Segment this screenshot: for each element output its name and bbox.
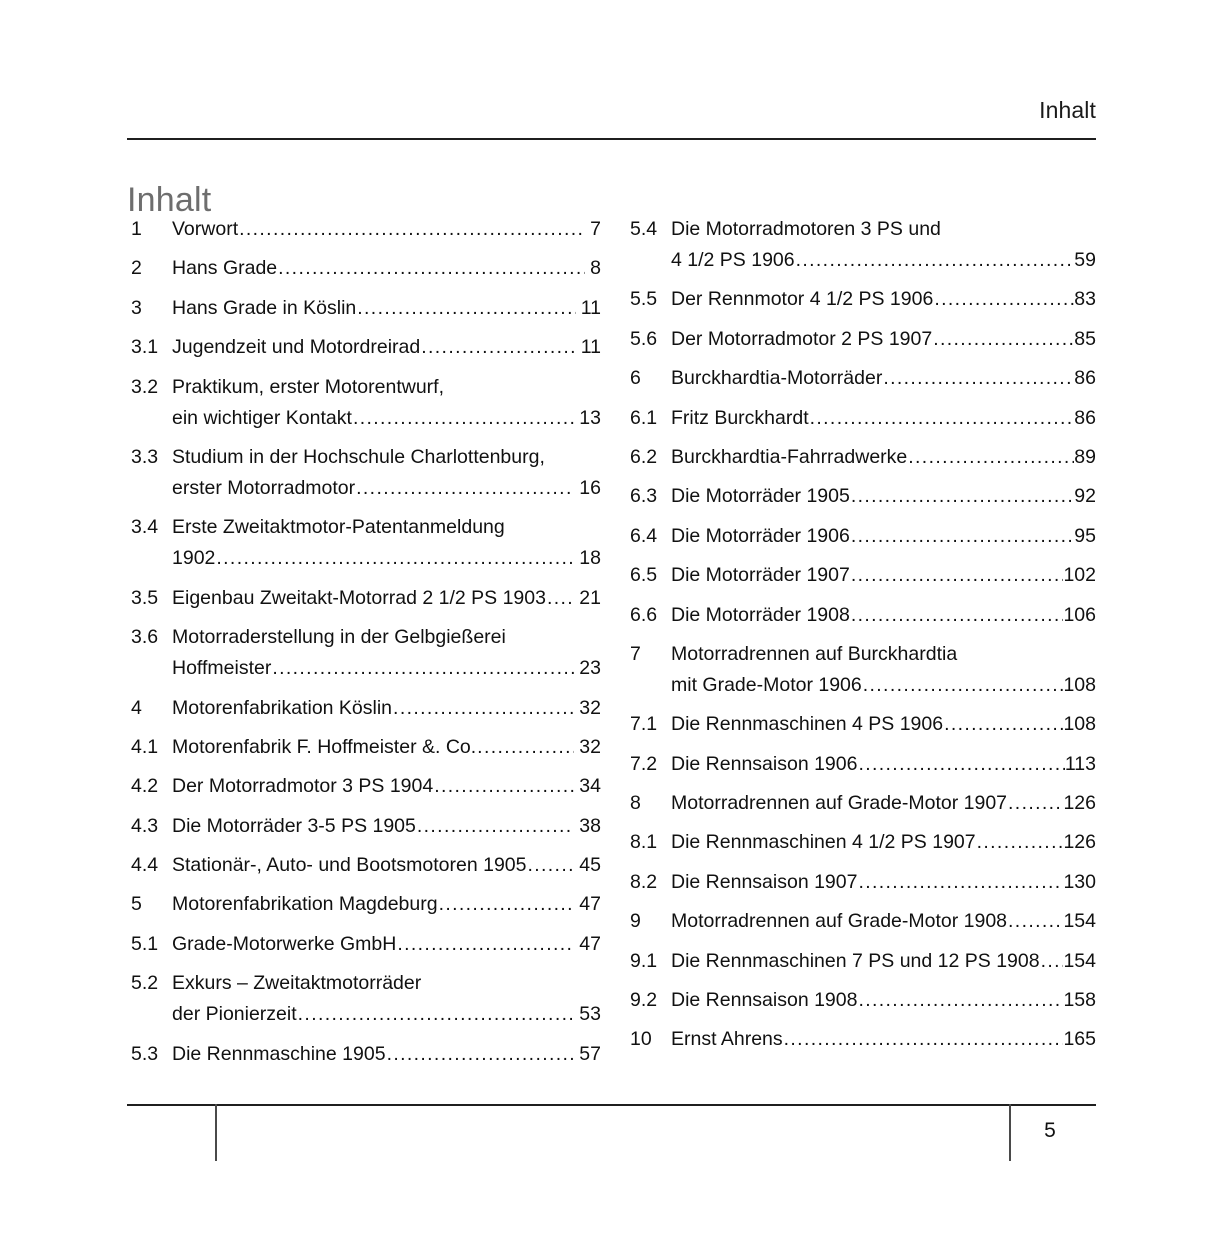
toc-entry-title: Motorenfabrikation Magdeburg (172, 893, 438, 916)
toc-entry-page-number: 32 (579, 696, 601, 719)
toc-entry-title: Ernst Ahrens (671, 1028, 783, 1051)
toc-entry[interactable] (630, 600, 1096, 631)
toc-entry[interactable] (630, 906, 1096, 937)
toc-entry-title: Fritz Burckhardt (671, 406, 809, 429)
toc-entry[interactable] (630, 363, 1096, 394)
toc-entry[interactable] (630, 749, 1096, 780)
toc-entry-number: 4.1 (131, 735, 159, 758)
toc-entry-title: der Pionierzeit (172, 1003, 297, 1026)
toc-entry-line (630, 324, 1096, 355)
toc-entry-number: 4.3 (131, 814, 159, 837)
toc-entry-page-number: 34 (579, 775, 601, 798)
toc-entry-title: Die Rennmaschinen 4 PS 1906 (671, 713, 944, 736)
toc-entry-title: Vorwort (172, 218, 239, 240)
toc-entry-line (630, 560, 1096, 591)
toc-entry-title: Hans Grade (172, 257, 278, 280)
toc-entry[interactable] (630, 214, 1096, 276)
toc-entry-page-number: 85 (1074, 327, 1096, 350)
toc-entry-line (630, 906, 1096, 937)
toc-entry-line (131, 693, 601, 724)
toc-entry-page-number: 86 (1074, 367, 1096, 390)
toc-dot-leader (434, 771, 574, 802)
footer-divider-right (1009, 1104, 1011, 1161)
toc-column-left (131, 214, 601, 1078)
toc-dot-leader (851, 521, 1074, 552)
toc-entry-title: Praktikum, erster Motorentwurf, (172, 375, 444, 398)
toc-entry-line (630, 946, 1096, 977)
toc-entry-page-number: 165 (1063, 1028, 1096, 1051)
toc-entry-page-number: 21 (579, 586, 601, 609)
toc-dot-leader (1008, 788, 1063, 819)
toc-entry[interactable] (630, 985, 1096, 1016)
toc-entry-title: erster Motorradmotor (172, 476, 356, 499)
toc-entry-line (131, 999, 601, 1030)
toc-entry-page-number: 8 (590, 257, 601, 280)
toc-entry-title: Der Rennmotor 4 1/2 PS 1906 (671, 288, 934, 311)
toc-entry-line (630, 985, 1096, 1016)
toc-entry[interactable] (131, 811, 601, 842)
toc-dot-leader (272, 653, 574, 684)
toc-dot-leader (851, 600, 1064, 631)
toc-entry[interactable] (630, 284, 1096, 315)
toc-entry-number: 5.3 (131, 1042, 159, 1065)
toc-entry[interactable] (131, 372, 601, 434)
toc-entry-line (131, 332, 601, 363)
toc-entry-line (131, 811, 601, 842)
toc-entry[interactable] (131, 968, 601, 1030)
toc-entry-number: 6.4 (630, 524, 658, 547)
toc-entry-number: 6 (630, 367, 641, 390)
toc-dot-leader (851, 481, 1074, 512)
toc-entry-page-number: 23 (579, 657, 601, 680)
page-title: Inhalt (127, 180, 212, 219)
toc-entry[interactable] (131, 771, 601, 802)
toc-entry-number: 3 (131, 296, 142, 319)
toc-entry-line (131, 732, 601, 763)
toc-entry[interactable] (131, 214, 601, 245)
toc-entry-title: Die Rennsaison 1906 (671, 752, 858, 775)
toc-entry-line (131, 214, 601, 245)
toc-entry-line (131, 653, 601, 684)
header-rule (127, 138, 1096, 140)
toc-entry-line (630, 214, 1096, 245)
toc-entry-line (630, 521, 1096, 552)
running-header: Inhalt (1039, 97, 1096, 123)
toc-entry-page-number: 92 (1074, 485, 1096, 508)
toc-entry-title: Grade-Motorwerke GmbH (172, 932, 397, 955)
toc-entry[interactable] (630, 521, 1096, 552)
toc-entry[interactable] (630, 442, 1096, 473)
toc-entry-title: Die Rennmaschine 1905 (172, 1042, 386, 1065)
toc-entry-page-number: 13 (579, 406, 601, 429)
toc-entry-page-number: 154 (1063, 949, 1096, 972)
toc-entry-title: Motorradrennen auf Burckhardtia (671, 642, 958, 665)
toc-entry-number: 7.2 (630, 752, 658, 775)
toc-entry-number: 3.6 (131, 626, 159, 649)
toc-entry-number: 6.1 (630, 406, 658, 429)
toc-dot-leader (933, 324, 1074, 355)
toc-entry-title: Studium in der Hochschule Charlottenburg, (172, 445, 545, 468)
toc-entry[interactable] (630, 403, 1096, 434)
toc-entry-number: 3.2 (131, 375, 159, 398)
toc-entry-title: Burckhardtia-Fahrradwerke (671, 445, 908, 468)
toc-entry[interactable] (131, 693, 601, 724)
toc-entry-title: Motorenfabrikation Köslin (172, 696, 393, 719)
toc-entry-title: Exkurs – Zweitaktmotorräder (172, 972, 422, 995)
toc-entry-line (131, 889, 601, 920)
toc-entry-title: Die Rennsaison 1907 (671, 870, 858, 893)
toc-entry[interactable] (630, 560, 1096, 591)
toc-entry-page-number: 126 (1063, 831, 1096, 854)
toc-entry-line (630, 639, 1096, 670)
toc-entry-title: Motorenfabrik F. Hoffmeister &. Co. (172, 735, 477, 758)
toc-entry[interactable] (630, 867, 1096, 898)
toc-entry-line (131, 968, 601, 999)
toc-dot-leader (944, 709, 1063, 740)
toc-entry[interactable] (630, 324, 1096, 355)
toc-entry-title: Die Motorräder 1905 (671, 485, 850, 508)
toc-entry-title: 4 1/2 PS 1906 (671, 249, 795, 271)
toc-entry-number: 4 (131, 696, 142, 719)
toc-entry-page-number: 158 (1063, 989, 1096, 1012)
toc-entry-page-number: 89 (1074, 445, 1096, 468)
toc-entry-title: Burckhardtia-Motorräder (671, 367, 883, 390)
toc-entry-number: 5 (131, 893, 142, 916)
toc-dot-leader (356, 473, 574, 504)
toc-entry-number: 6.6 (630, 603, 658, 626)
toc-entry-line (131, 512, 601, 543)
toc-dot-leader (353, 403, 574, 434)
toc-entry[interactable] (131, 622, 601, 684)
toc-entry-number: 8.1 (630, 831, 658, 854)
toc-entry-number: 7.1 (630, 713, 658, 736)
toc-entry-line (131, 583, 601, 614)
toc-entry-page-number: 108 (1063, 713, 1096, 736)
toc-entry-number: 1 (131, 218, 142, 240)
toc-entry-number: 6.2 (630, 445, 658, 468)
toc-entry-title: Die Motorräder 1908 (671, 603, 850, 626)
toc-entry[interactable] (630, 827, 1096, 858)
toc-entry-page-number: 108 (1063, 673, 1096, 696)
toc-entry-page-number: 16 (579, 476, 601, 499)
toc-entry-page-number: 47 (579, 932, 601, 955)
toc-entry-title: Eigenbau Zweitakt-Motorrad 2 1/2 PS 1903 (172, 586, 546, 609)
toc-dot-leader (417, 811, 574, 842)
toc-dot-leader (934, 284, 1074, 315)
toc-entry-page-number: 86 (1074, 406, 1096, 429)
toc-entry-title: Hoffmeister (172, 657, 272, 680)
toc-entry-page-number: 18 (579, 547, 601, 570)
toc-entry-page-number: 32 (579, 735, 601, 758)
toc-entry-number: 6.3 (630, 485, 658, 508)
toc-entry-line (630, 788, 1096, 819)
toc-dot-leader (908, 442, 1074, 473)
toc-entry-line (131, 372, 601, 403)
toc-entry[interactable] (630, 1024, 1096, 1055)
page-number: 5 (1044, 1119, 1056, 1142)
toc-entry-line (131, 543, 601, 574)
toc-entry-title: Die Motorradmotoren 3 PS und (671, 218, 941, 240)
toc-entry-number: 7 (630, 642, 641, 665)
toc-entry-number: 5.4 (630, 218, 658, 240)
toc-entry-title: Die Motorräder 3-5 PS 1905 (172, 814, 416, 837)
toc-entry-number: 9.1 (630, 949, 658, 972)
toc-entry-title: Hans Grade in Köslin (172, 296, 357, 319)
toc-entry-line (630, 363, 1096, 394)
toc-entry-line (131, 771, 601, 802)
toc-entry-line (630, 749, 1096, 780)
toc-dot-leader (784, 1024, 1064, 1055)
toc-entry-page-number: 7 (590, 218, 601, 240)
toc-entry[interactable] (131, 732, 601, 763)
toc-entry-title: Die Rennmaschinen 7 PS und 12 PS 1908 (671, 949, 1040, 972)
toc-entry-number: 6.5 (630, 564, 658, 587)
toc-entry-number: 5.1 (131, 932, 159, 955)
toc-entry[interactable] (630, 481, 1096, 512)
toc-entry-page-number: 11 (580, 336, 601, 359)
toc-dot-leader (883, 363, 1074, 394)
toc-entry[interactable] (131, 889, 601, 920)
toc-entry-number: 5.5 (630, 288, 658, 311)
toc-entry-page-number: 11 (580, 296, 601, 319)
toc-entry[interactable] (131, 583, 601, 614)
toc-dot-leader (977, 827, 1064, 858)
toc-entry-page-number: 154 (1063, 910, 1096, 933)
toc-entry-line (630, 442, 1096, 473)
footer-divider-left (215, 1104, 217, 1161)
toc-dot-leader (863, 670, 1064, 701)
toc-entry-title: Die Rennsaison 1908 (671, 989, 858, 1012)
toc-entry-page-number: 38 (579, 814, 601, 837)
toc-entry-page-number: 45 (579, 854, 601, 877)
toc-entry-line (630, 600, 1096, 631)
toc-entry-line (131, 442, 601, 473)
toc-entry-title: mit Grade-Motor 1906 (671, 673, 862, 696)
toc-entry-line (630, 827, 1096, 858)
toc-entry-line (131, 403, 601, 434)
toc-entry-line (630, 245, 1096, 276)
toc-entry[interactable] (630, 709, 1096, 740)
toc-entry-number: 3.1 (131, 336, 159, 359)
toc-entry[interactable] (630, 788, 1096, 819)
toc-entry-number: 5.2 (131, 972, 159, 995)
toc-entry-title: Die Motorräder 1907 (671, 564, 850, 587)
toc-entry-line (131, 929, 601, 960)
toc-dot-leader (393, 693, 574, 724)
toc-dot-leader (387, 1039, 575, 1070)
toc-entry-number: 8.2 (630, 870, 658, 893)
toc-entry-page-number: 130 (1063, 870, 1096, 893)
toc-entry-line (630, 481, 1096, 512)
toc-entry-number: 3.4 (131, 516, 159, 539)
toc-entry-title: Die Motorräder 1906 (671, 524, 850, 547)
toc-entry-number: 3.5 (131, 586, 159, 609)
toc-dot-leader (796, 245, 1075, 276)
toc-entry-line (630, 709, 1096, 740)
toc-entry[interactable] (131, 929, 601, 960)
toc-entry-page-number: 53 (579, 1003, 601, 1026)
toc-entry-line (131, 622, 601, 653)
toc-entry-title: Der Motorradmotor 2 PS 1907 (671, 327, 933, 350)
toc-entry-title: Jugendzeit und Motordreirad (172, 336, 421, 359)
toc-entry-line (131, 473, 601, 504)
toc-entry-page-number: 59 (1074, 249, 1096, 271)
toc-entry-number: 5.6 (630, 327, 658, 350)
toc-entry-line (630, 867, 1096, 898)
toc-dot-leader (1008, 906, 1063, 937)
toc-entry-title: Motorradrennen auf Grade-Motor 1908 (671, 910, 1008, 933)
toc-entry[interactable] (131, 512, 601, 574)
toc-entry-title: Die Rennmaschinen 4 1/2 PS 1907 (671, 831, 976, 854)
toc-dot-leader (216, 543, 574, 574)
toc-dot-leader (1041, 946, 1064, 977)
toc-dot-leader (239, 214, 585, 245)
toc-entry-page-number: 106 (1063, 603, 1096, 626)
toc-dot-leader (298, 999, 575, 1030)
toc-column-right (630, 214, 1096, 1064)
toc-entry-number: 10 (630, 1028, 652, 1051)
toc-dot-leader (357, 293, 575, 324)
toc-entry-page-number: 102 (1063, 564, 1096, 587)
toc-entry[interactable] (131, 293, 601, 324)
toc-entry-number: 3.3 (131, 445, 159, 468)
toc-entry-number: 8 (630, 792, 641, 815)
toc-entry[interactable] (630, 639, 1096, 701)
toc-dot-leader (858, 749, 1064, 780)
toc-entry-line (131, 253, 601, 284)
toc-entry-line (131, 1039, 601, 1070)
toc-entry-page-number: 113 (1064, 752, 1096, 775)
toc-entry[interactable] (131, 253, 601, 284)
toc-entry-page-number: 126 (1063, 792, 1096, 815)
toc-dot-leader (278, 253, 585, 284)
toc-entry-line (131, 293, 601, 324)
toc-entry-title: Stationär-, Auto- und Bootsmotoren 1905 (172, 854, 527, 877)
toc-entry-title: Motorradrennen auf Grade-Motor 1907 (671, 792, 1008, 815)
toc-entry-page-number: 57 (579, 1042, 601, 1065)
toc-entry-line (630, 670, 1096, 701)
toc-entry[interactable] (131, 1039, 601, 1070)
toc-entry-line (630, 284, 1096, 315)
toc-dot-leader (527, 850, 574, 881)
toc-entry-title: Der Motorradmotor 3 PS 1904 (172, 775, 434, 798)
toc-dot-leader (858, 867, 1063, 898)
toc-entry-title: ein wichtiger Kontakt (172, 406, 352, 429)
toc-dot-leader (397, 929, 574, 960)
toc-dot-leader (439, 889, 575, 920)
toc-dot-leader (810, 403, 1075, 434)
toc-entry-number: 4.2 (131, 775, 159, 798)
toc-dot-leader (858, 985, 1063, 1016)
toc-entry-title: 1902 (172, 547, 216, 570)
toc-dot-leader (547, 583, 574, 614)
toc-entry-page-number: 95 (1074, 524, 1096, 547)
toc-entry[interactable] (630, 946, 1096, 977)
toc-entry[interactable] (131, 850, 601, 881)
toc-entry-page-number: 83 (1074, 288, 1096, 311)
toc-dot-leader (421, 332, 576, 363)
toc-entry-line (630, 403, 1096, 434)
toc-dot-leader (477, 732, 574, 763)
toc-entry-number: 4.4 (131, 854, 159, 877)
toc-entry-line (131, 850, 601, 881)
toc-entry-line (630, 1024, 1096, 1055)
toc-entry-title: Erste Zweitaktmotor-Patentanmeldung (172, 516, 505, 539)
toc-entry[interactable] (131, 442, 601, 504)
toc-entry-title: Motorraderstellung in der Gelbgießerei (172, 626, 506, 649)
toc-dot-leader (851, 560, 1064, 591)
toc-entry-number: 9 (630, 910, 641, 933)
toc-entry-number: 9.2 (630, 989, 658, 1012)
toc-entry-number: 2 (131, 257, 142, 280)
footer-rule (127, 1104, 1096, 1106)
toc-entry[interactable] (131, 332, 601, 363)
toc-entry-page-number: 47 (579, 893, 601, 916)
